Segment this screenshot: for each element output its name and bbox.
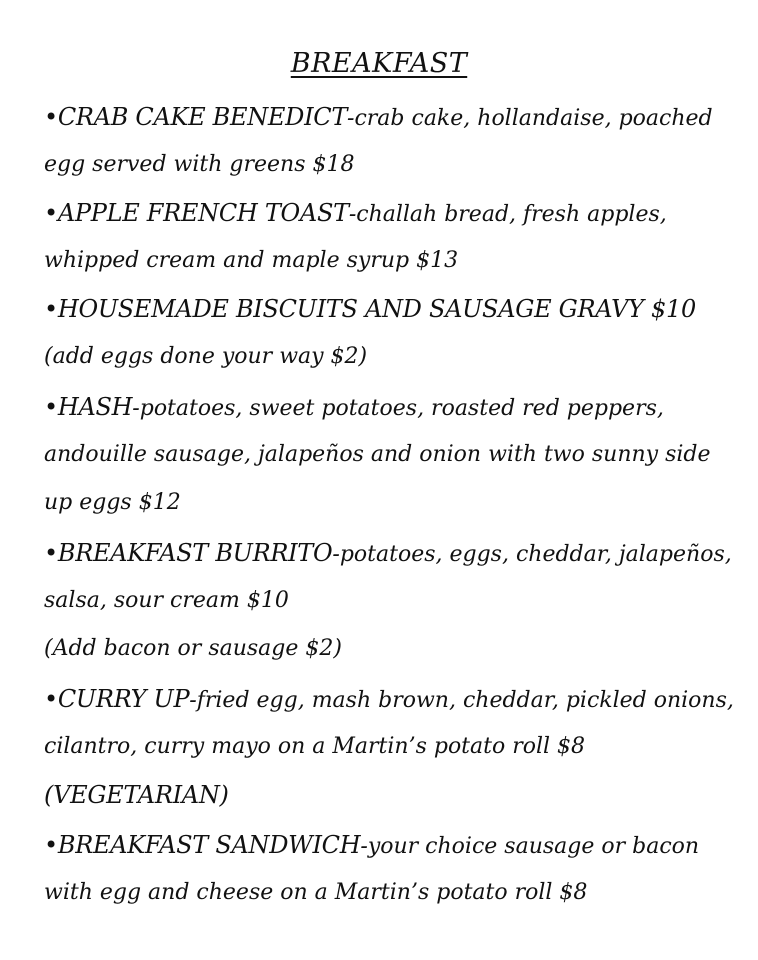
item-description: -challah bread, fresh apples, bbox=[348, 202, 667, 227]
item-name: •APPLE FRENCH TOAST bbox=[44, 199, 349, 227]
menu-line bbox=[44, 780, 744, 812]
item-description: -fried egg, mash brown, cheddar, pickled onions, bbox=[189, 688, 734, 713]
item-price: $10 bbox=[643, 295, 696, 323]
item-name: •CURRY UP bbox=[44, 685, 190, 713]
item-description: salsa, sour cream $10 bbox=[44, 588, 289, 613]
menu-line bbox=[44, 440, 744, 470]
menu-line bbox=[44, 488, 744, 518]
item-description: -your choice sausage or bacon bbox=[360, 834, 700, 859]
menu-line bbox=[44, 342, 744, 372]
item-description: andouille sausage, jalapeños and onion with two sunny side bbox=[44, 442, 711, 467]
item-description: cilantro, curry mayo on a Martin’s potato roll $8 bbox=[44, 734, 586, 759]
menu-line bbox=[44, 586, 744, 616]
item-description: with egg and cheese on a Martin’s potato roll $8 bbox=[44, 880, 588, 905]
item-description: -potatoes, eggs, cheddar, jalapeños, bbox=[332, 542, 732, 567]
menu-line bbox=[44, 878, 744, 908]
item-name: •CRAB CAKE BENEDICT bbox=[44, 103, 348, 131]
item-description: (Add bacon or sausage $2) bbox=[44, 636, 342, 661]
item-description: -crab cake, hollandaise, poached bbox=[347, 106, 713, 131]
item-description: egg served with greens $18 bbox=[44, 152, 355, 177]
menu-line bbox=[44, 198, 744, 230]
menu-line bbox=[44, 246, 744, 276]
item-name: •HASH bbox=[44, 393, 133, 421]
menu-line bbox=[44, 150, 744, 180]
item-description: up eggs $12 bbox=[44, 490, 181, 515]
item-description: (add eggs done your way $2) bbox=[44, 344, 368, 369]
menu-line bbox=[44, 684, 744, 716]
item-name: •BREAKFAST BURRITO bbox=[44, 539, 333, 567]
item-name: •BREAKFAST SANDWICH bbox=[44, 831, 361, 859]
menu-line bbox=[44, 102, 744, 134]
item-description: -potatoes, sweet potatoes, roasted red peppers, bbox=[132, 396, 664, 421]
menu-title: BREAKFAST bbox=[290, 48, 468, 79]
item-note: (VEGETARIAN) bbox=[44, 781, 229, 809]
menu-line bbox=[44, 830, 744, 862]
menu-line bbox=[44, 392, 744, 424]
menu-line bbox=[44, 294, 744, 326]
menu-line bbox=[44, 732, 744, 762]
menu-line bbox=[44, 538, 744, 570]
item-name: •HOUSEMADE BISCUITS AND SAUSAGE GRAVY bbox=[44, 295, 644, 323]
menu-line bbox=[44, 634, 744, 664]
item-description: whipped cream and maple syrup $13 bbox=[44, 248, 459, 273]
